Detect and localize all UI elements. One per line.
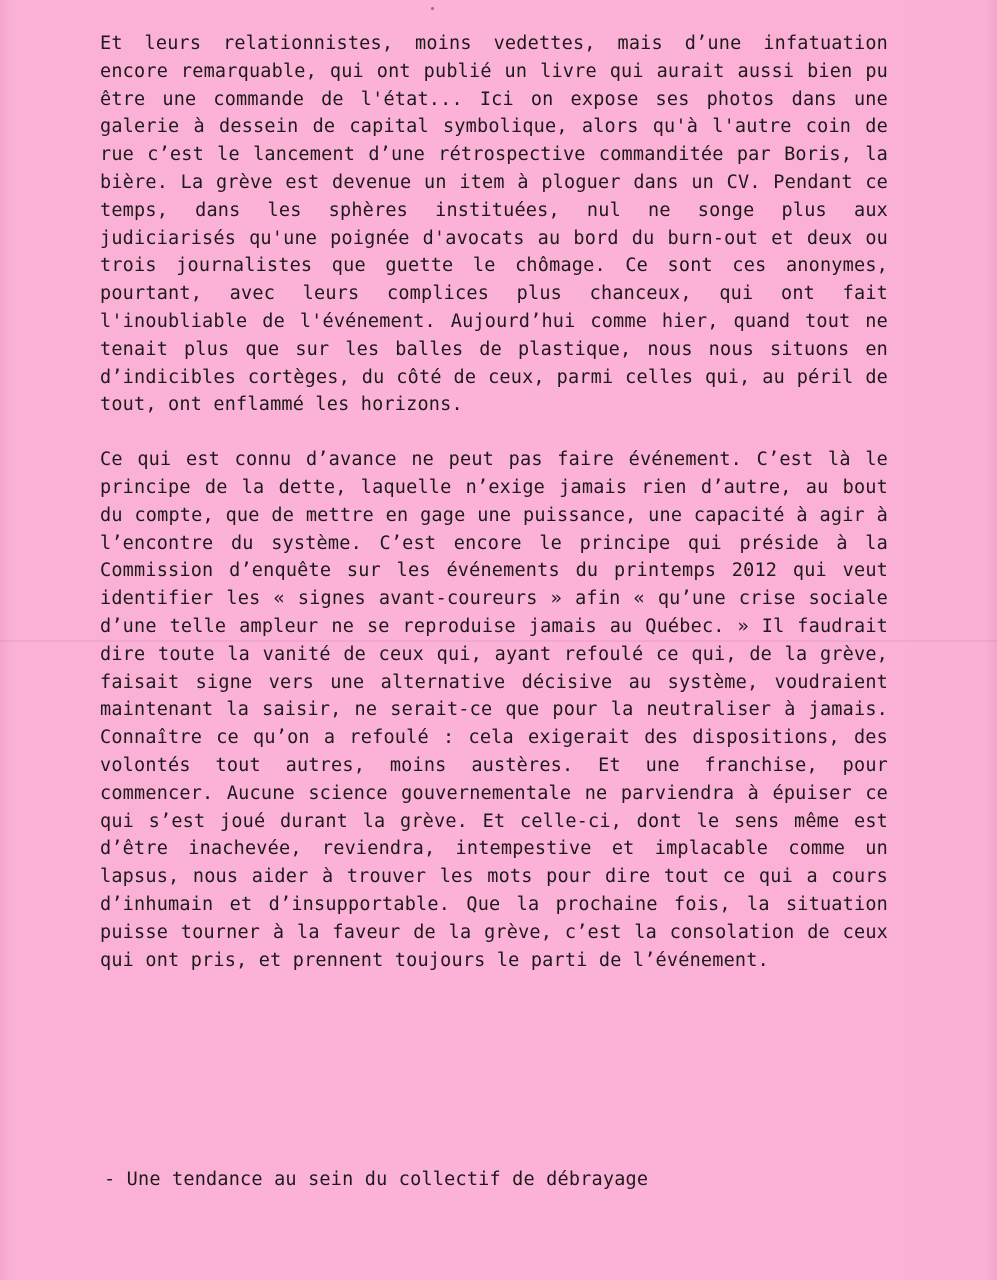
body-text [100,30,888,974]
paragraph-1: Et leurs relationnistes, moins vedettes, mais d’une infatuation encore remarquable, qui ont publié un livre qui aurait aussi bien pu être une commande de l'état... Ici on expose ses photos dans une galerie à dessein de capital symbolique, alors qu'à l'autre coin de rue c’est le lancement d’une rétrospective commanditée par Boris, la bière. La grève est devenue un item à ploguer dans un CV. Pendant ce temps, dans les sphères instituées, nul ne songe plus aux judiciarisés qu'une poignée d'avocats au bord du burn-out et deux ou trois journalistes que guette le chômage. Ce sont ces anonymes, pourtant, avec leurs complices plus chanceux, qui ont fait l'inoubliable de l'événement. Aujourd’hui comme hier, quand tout ne tenait plus que sur les balles de plastique, nous nous situons en d’indicibles cortèges, du côté de ceux, parmi celles qui, au péril de tout, ont enflammé les horizons. [100,33,888,416]
signature: - Une tendance au sein du collectif de débrayage [104,1169,649,1190]
paragraph-2: Ce qui est connu d’avance ne peut pas faire événement. C’est là le principe de la dette, laquelle n’exige jamais rien d’autre, au bout du compte, que de mettre en gage une puissance, une capacité à agir à l’encontre du système. C’est encore le principe qui préside à la Commission d’enquête sur les événements du printemps 2012 qui veut identifier les « signes avant-coureurs » afin « qu’une crise sociale d’une telle ampleur ne se reproduise jamais au Québec. » Il faudrait dire toute la vanité de ceux qui, ayant refoulé ce qui, de la grève, faisait signe vers une alternative décisive au système, voudraient maintenant la saisir, ne serait-ce que pour la neutraliser à jamais. Connaître ce qu’on a refoulé : cela exigerait des dispositions, des volontés tout autres, moins austères. Et une franchise, pour commencer. Aucune science gouvernementale ne parviendra à épuiser ce qui s’est joué durant la grève. Et celle-ci, dont le sens même est d’être inachevée, reviendra, intempestive et implacable comme un lapsus, nous aider à trouver les mots pour dire tout ce qui a cours d’inhumain et d’insupportable. Que la prochaine fois, la situation puisse tourner à la faveur de la grève, c’est la consolation de ceux qui ont pris, et prennent toujours le parti de l’événement. [100,449,888,971]
staple-hole [431,7,434,10]
